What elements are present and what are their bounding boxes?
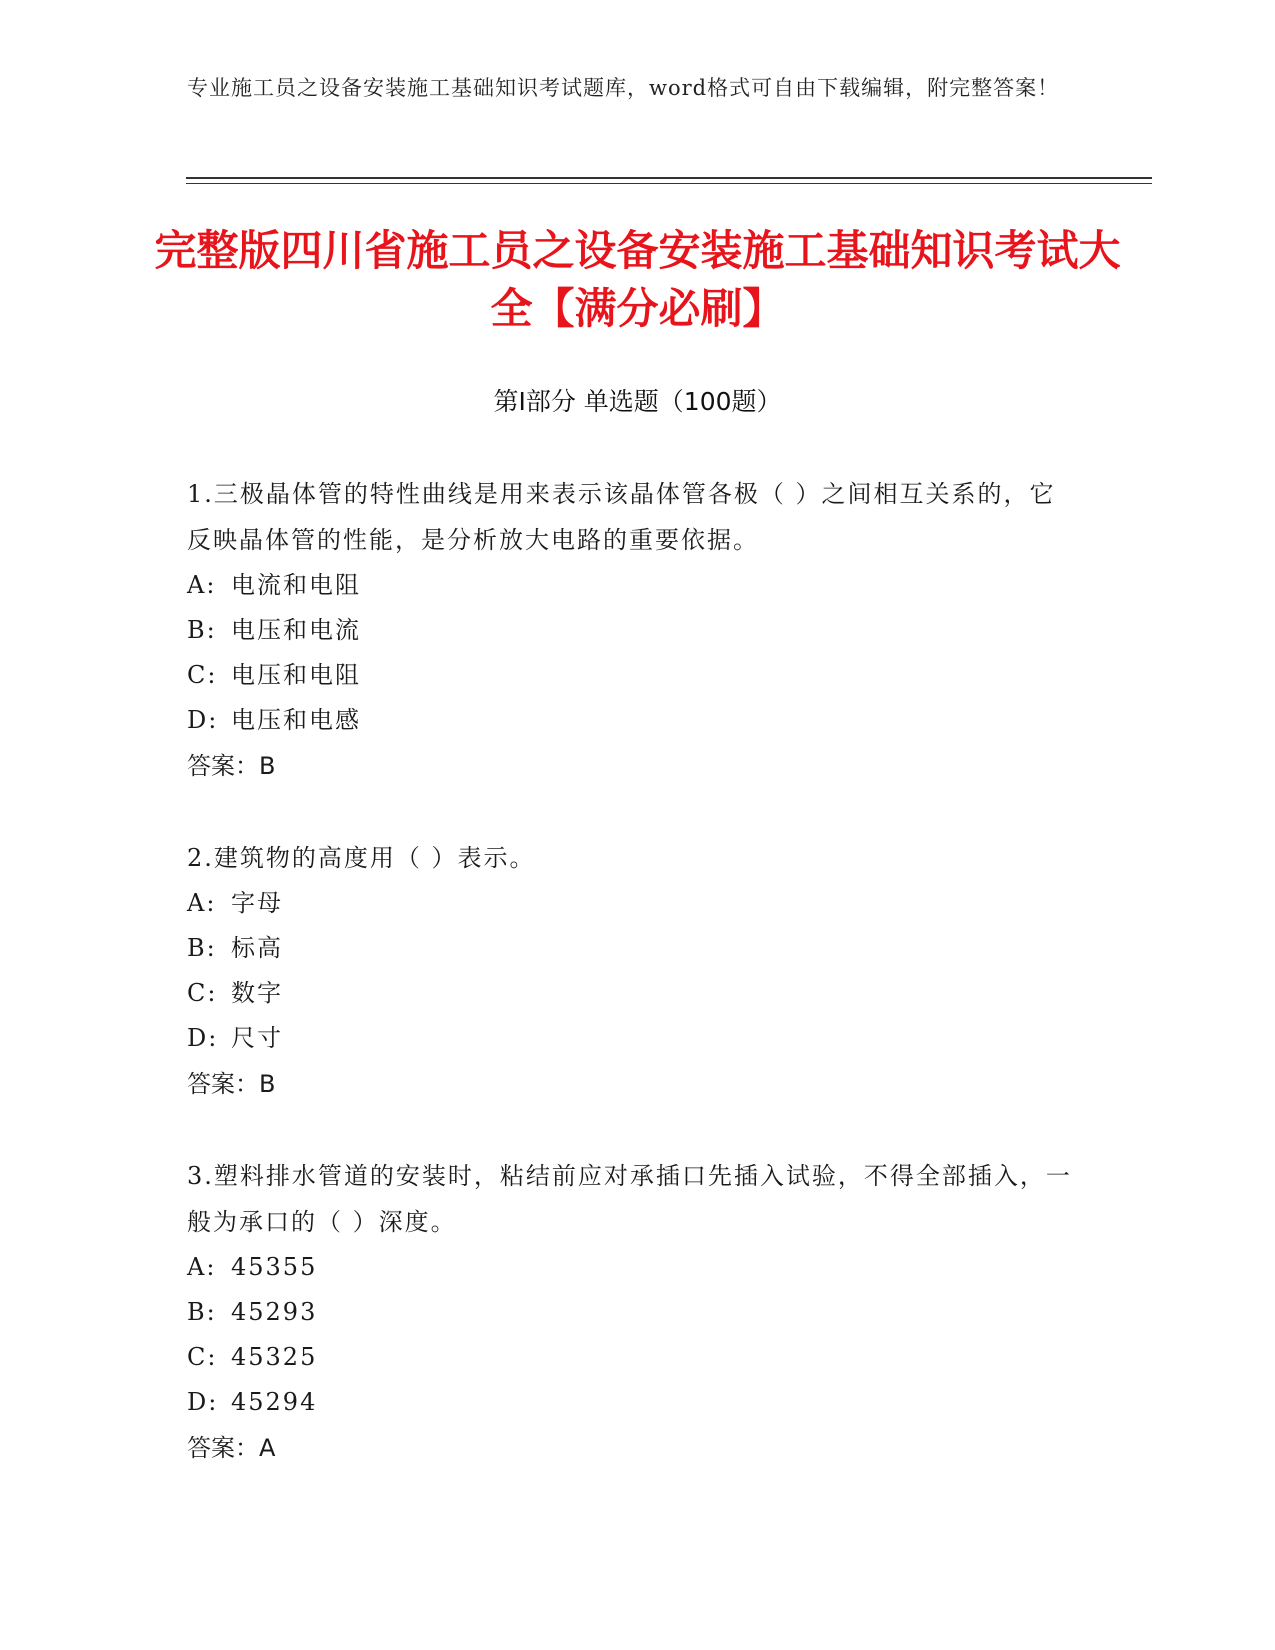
- option-text: 45355: [231, 1253, 318, 1281]
- option-letter: A:: [187, 889, 217, 917]
- option-text: 45293: [231, 1298, 318, 1326]
- option-letter: C:: [187, 1343, 218, 1371]
- option-letter: C:: [187, 661, 218, 689]
- option-b: [187, 926, 1077, 971]
- document-title: 完整版四川省施工员之设备安装施工基础知识考试大全【满分必刷】: [154, 226, 1121, 333]
- answer: 答案：A: [187, 1434, 276, 1462]
- header-divider-thick: [186, 177, 1152, 179]
- option-text: 45294: [231, 1388, 318, 1416]
- option-a: [187, 1245, 1077, 1290]
- option-b: [187, 608, 1077, 653]
- option-c: [187, 971, 1077, 1016]
- question-3: [187, 1153, 1077, 1471]
- option-c: [187, 653, 1077, 698]
- option-letter: D:: [187, 1024, 219, 1052]
- option-a: [187, 881, 1077, 926]
- option-c: [187, 1335, 1077, 1380]
- option-text: 电压和电流: [231, 616, 361, 644]
- option-letter: B:: [187, 1298, 217, 1326]
- option-b: [187, 1290, 1077, 1335]
- header-divider-thin: [186, 183, 1152, 184]
- question-stem: 1.三极晶体管的特性曲线是用来表示该晶体管各极（ ）之间相互关系的，它反映晶体管的性能，是分析放大电路的重要依据。: [187, 480, 1056, 554]
- option-letter: A:: [187, 571, 217, 599]
- option-letter: B:: [187, 616, 217, 644]
- option-a: [187, 563, 1077, 608]
- question-1: [187, 471, 1077, 789]
- header-note: 专业施工员之设备安装施工基础知识考试题库，word格式可自由下载编辑，附完整答案！: [187, 76, 1060, 100]
- option-d: [187, 1380, 1077, 1425]
- option-text: 标高: [231, 934, 283, 962]
- section-heading: 第Ⅰ部分 单选题（100题）: [493, 387, 782, 416]
- option-letter: C:: [187, 979, 218, 1007]
- option-letter: D:: [187, 706, 219, 734]
- option-d: [187, 1016, 1077, 1061]
- option-text: 电流和电阻: [231, 571, 361, 599]
- question-stem: 2.建筑物的高度用（ ）表示。: [187, 844, 536, 872]
- answer: 答案：B: [187, 752, 276, 780]
- option-text: 电压和电阻: [231, 661, 361, 689]
- option-text: 45325: [231, 1343, 318, 1371]
- answer: 答案：B: [187, 1070, 276, 1098]
- option-d: [187, 698, 1077, 743]
- option-text: 电压和电感: [231, 706, 361, 734]
- option-letter: B:: [187, 934, 217, 962]
- option-letter: D:: [187, 1388, 219, 1416]
- option-text: 数字: [231, 979, 283, 1007]
- option-text: 字母: [231, 889, 283, 917]
- option-letter: A:: [187, 1253, 217, 1281]
- question-2: [187, 835, 1077, 1107]
- option-text: 尺寸: [231, 1024, 283, 1052]
- question-stem: 3.塑料排水管道的安装时，粘结前应对承插口先插入试验，不得全部插入，一般为承口的（ ）深度。: [187, 1162, 1072, 1236]
